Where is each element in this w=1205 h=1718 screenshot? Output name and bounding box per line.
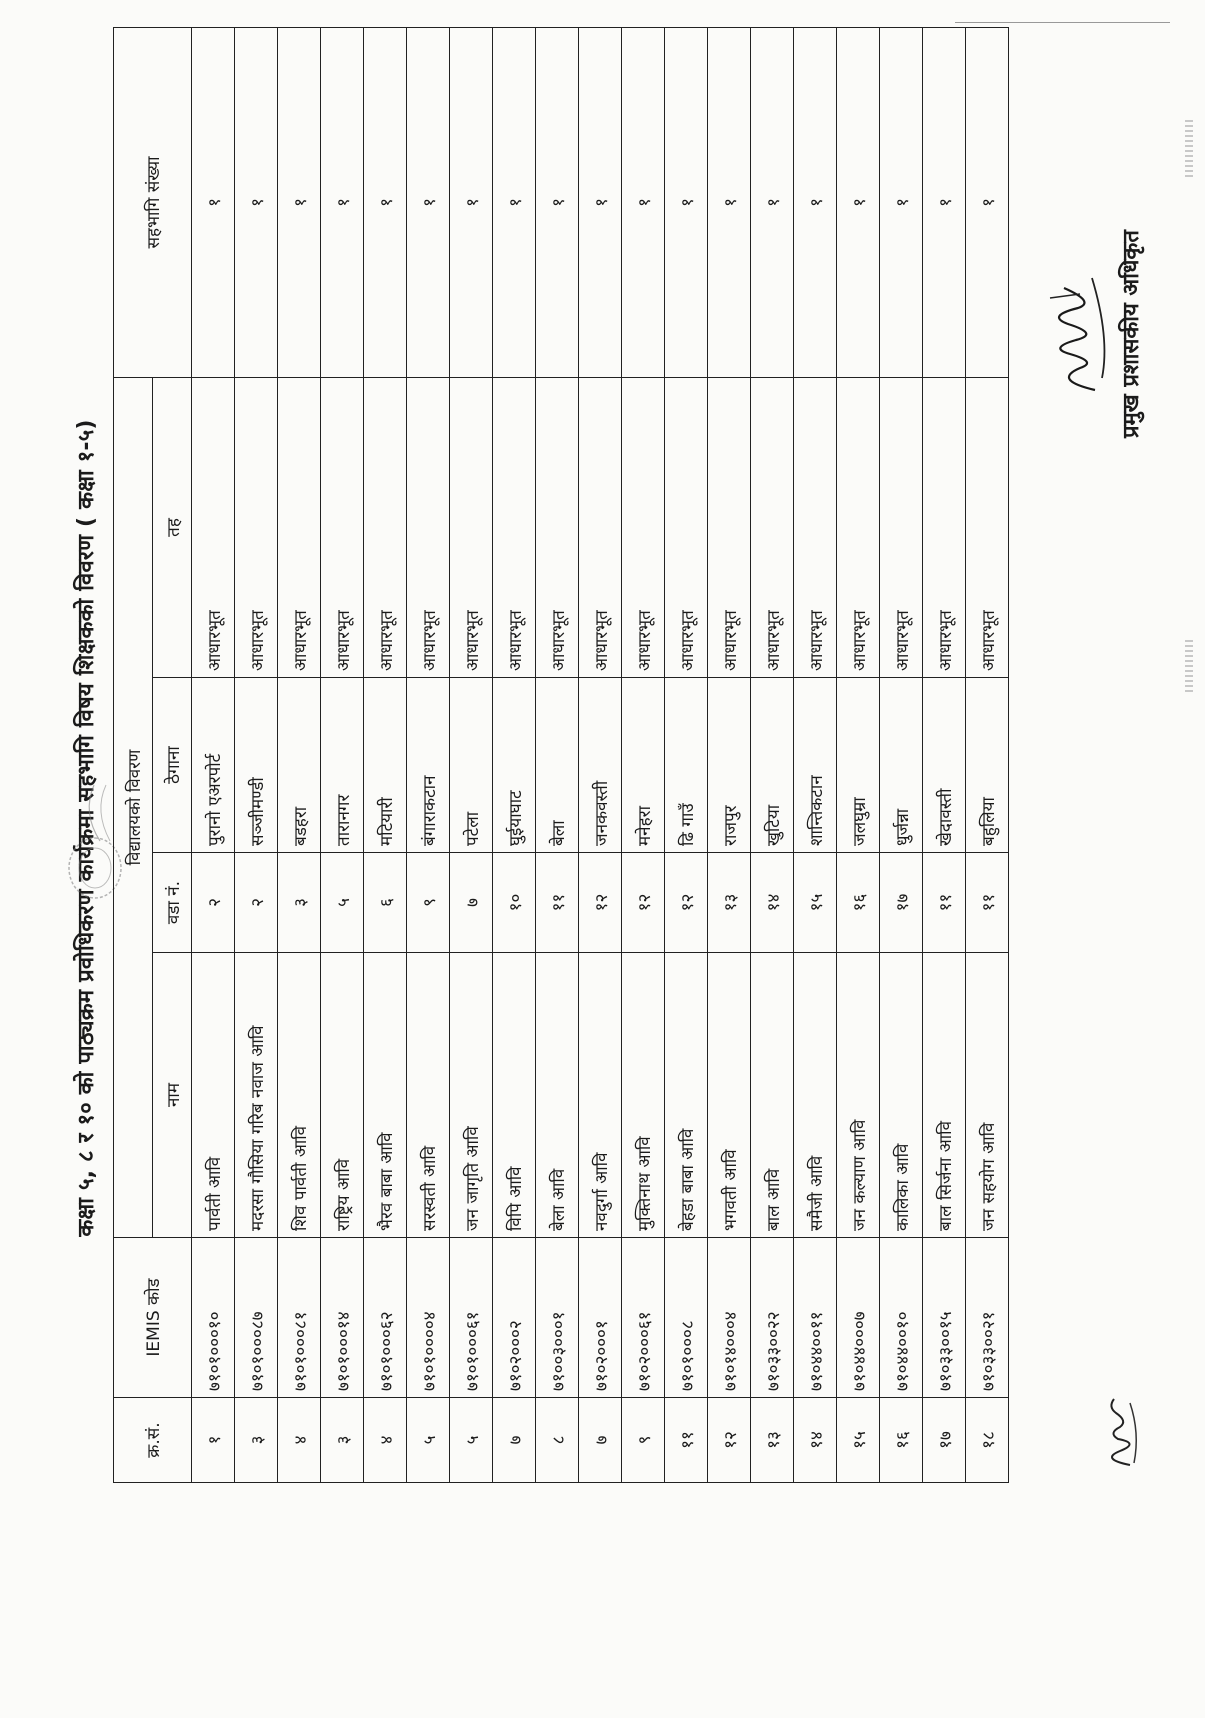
cell-participant-count: १: [493, 27, 536, 377]
cell-level: आधारभूत: [579, 377, 622, 677]
table-row: [923, 27, 966, 1482]
header-ward-number: वडा नं.: [153, 853, 192, 953]
cell-school-name: बेहडा बाबा आवि: [665, 953, 708, 1238]
cell-participant-count: १: [579, 27, 622, 377]
cell-iemis-code: ७१०१०००१४: [321, 1238, 364, 1398]
cell-participant-count: १: [622, 27, 665, 377]
cell-iemis-code: ७१०१०००८१: [278, 1238, 321, 1398]
table-row: [665, 27, 708, 1482]
cell-level: आधारभूत: [450, 377, 493, 677]
cell-ward-number: ११: [923, 853, 966, 953]
handwritten-initial-signature: [1090, 1393, 1145, 1473]
cell-school-name: नवदुर्गा आवि: [579, 953, 622, 1238]
cell-serial-number: १४: [794, 1398, 837, 1483]
cell-participant-count: १: [665, 27, 708, 377]
cell-iemis-code: ७१०२०००१: [579, 1238, 622, 1398]
cell-school-name: जन कल्याण आवि: [837, 953, 880, 1238]
cell-iemis-code: ७१०२०००२: [493, 1238, 536, 1398]
cell-ward-number: ११: [536, 853, 579, 953]
cell-iemis-code: ७१०४४००१०: [880, 1238, 923, 1398]
cell-serial-number: १८: [966, 1398, 1009, 1483]
cell-iemis-code: ७१०४४००११: [794, 1238, 837, 1398]
cell-participant-count: १: [364, 27, 407, 377]
cell-school-name: पार्वती आवि: [192, 953, 235, 1238]
cell-school-name: सरस्वती आवि: [407, 953, 450, 1238]
cell-address: जनकवस्ती: [579, 678, 622, 853]
cell-school-name: शिव पार्वती आवि: [278, 953, 321, 1238]
cell-iemis-code: ७१००३०००१: [536, 1238, 579, 1398]
cell-participant-count: १: [278, 27, 321, 377]
cell-school-name: बाल आवि: [751, 953, 794, 1238]
table-row: [536, 27, 579, 1482]
cell-ward-number: १५: [794, 853, 837, 953]
officer-handwritten-signature: [1040, 268, 1115, 398]
cell-school-name: बेला आवि: [536, 953, 579, 1238]
cell-address: मनेहरा: [622, 678, 665, 853]
cell-ward-number: ९: [407, 853, 450, 953]
cell-level: आधारभूत: [751, 377, 794, 677]
cell-address: बेला: [536, 678, 579, 853]
cell-school-name: जन सहयोग आवि: [966, 953, 1009, 1238]
cell-address: सञ्जीमण्डी: [235, 678, 278, 853]
cell-address: शान्तिकटान: [794, 678, 837, 853]
table-row: [493, 27, 536, 1482]
cell-serial-number: १२: [708, 1398, 751, 1483]
cell-serial-number: ३: [321, 1398, 364, 1483]
cell-address: पटेला: [450, 678, 493, 853]
cell-level: आधारभूत: [192, 377, 235, 677]
cell-serial-number: ४: [364, 1398, 407, 1483]
cell-participant-count: १: [837, 27, 880, 377]
table-row: [364, 27, 407, 1482]
cell-school-name: जन जागृति आवि: [450, 953, 493, 1238]
cell-participant-count: १: [794, 27, 837, 377]
cell-level: आधारभूत: [321, 377, 364, 677]
table-row: [751, 27, 794, 1482]
table-row: [192, 27, 235, 1482]
cell-serial-number: ५: [407, 1398, 450, 1483]
cell-address: खुटिया: [751, 678, 794, 853]
cell-level: आधारभूत: [278, 377, 321, 677]
cell-ward-number: ११: [966, 853, 1009, 953]
cell-ward-number: ७: [450, 853, 493, 953]
cell-serial-number: ७: [493, 1398, 536, 1483]
cell-iemis-code: ७१०१०००१०: [192, 1238, 235, 1398]
cell-school-name: मुक्तिनाथ आवि: [622, 953, 665, 1238]
cell-address: धुर्जन्ना: [880, 678, 923, 853]
header-address: ठेगाना: [153, 678, 192, 853]
officer-designation: प्रमुख प्रशासकीय अधिकृत: [1119, 230, 1144, 438]
table-row: [321, 27, 364, 1482]
cell-school-name: समैजी आवि: [794, 953, 837, 1238]
cell-iemis-code: ७१०३३००२२: [751, 1238, 794, 1398]
cell-serial-number: ११: [665, 1398, 708, 1483]
table-row: [966, 27, 1009, 1482]
cell-address: जलघुम्रा: [837, 678, 880, 853]
cell-participant-count: १: [235, 27, 278, 377]
cell-address: ढि गाउँ: [665, 678, 708, 853]
cell-iemis-code: ७१०१०००६२: [364, 1238, 407, 1398]
cell-iemis-code: ७१०३३००२१: [966, 1238, 1009, 1398]
cell-level: आधारभूत: [880, 377, 923, 677]
table-row: [450, 27, 493, 1482]
cell-serial-number: ९: [622, 1398, 665, 1483]
cell-ward-number: १६: [837, 853, 880, 953]
cell-address: मटियारी: [364, 678, 407, 853]
cell-ward-number: १३: [708, 853, 751, 953]
cell-address: बहुलिया: [966, 678, 1009, 853]
header-participant-count: सहभागि संख्या: [114, 27, 192, 377]
table-row: [708, 27, 751, 1482]
cell-iemis-code: ७१०३३००१५: [923, 1238, 966, 1398]
cell-school-name: मदरसा गौसिया गरिब नवाज आवि: [235, 953, 278, 1238]
cell-school-name: भगवती आवि: [708, 953, 751, 1238]
cell-ward-number: ३: [278, 853, 321, 953]
cell-participant-count: १: [407, 27, 450, 377]
cell-ward-number: २: [235, 853, 278, 953]
cell-ward-number: १०: [493, 853, 536, 953]
cell-iemis-code: ७१०१००००४: [407, 1238, 450, 1398]
cell-serial-number: १५: [837, 1398, 880, 1483]
cell-school-name: कालिका आवि: [880, 953, 923, 1238]
cell-address: पुरानो एअरपोर्ट: [192, 678, 235, 853]
table-row: [837, 27, 880, 1482]
cell-ward-number: १२: [622, 853, 665, 953]
cell-serial-number: ८: [536, 1398, 579, 1483]
cell-level: आधारभूत: [923, 377, 966, 677]
cell-address: खेदावस्ती: [923, 678, 966, 853]
cell-iemis-code: ७१०४४०००७: [837, 1238, 880, 1398]
cell-serial-number: १६: [880, 1398, 923, 1483]
cell-serial-number: ५: [450, 1398, 493, 1483]
header-iemis-code: IEMIS कोड: [114, 1238, 192, 1398]
cell-ward-number: १२: [579, 853, 622, 953]
table-row: [407, 27, 450, 1482]
cell-level: आधारभूत: [235, 377, 278, 677]
cell-level: आधारभूत: [622, 377, 665, 677]
teacher-participation-table: [113, 27, 1009, 1483]
cell-serial-number: १७: [923, 1398, 966, 1483]
cell-address: तारानगर: [321, 678, 364, 853]
cell-ward-number: ५: [321, 853, 364, 953]
cell-ward-number: २: [192, 853, 235, 953]
cell-level: आधारभूत: [536, 377, 579, 677]
cell-address: बडहरा: [278, 678, 321, 853]
cell-serial-number: १: [192, 1398, 235, 1483]
table-row: [622, 27, 665, 1482]
cell-serial-number: ७: [579, 1398, 622, 1483]
header-level: तह: [153, 377, 192, 677]
cell-level: आधारभूत: [708, 377, 751, 677]
cell-participant-count: १: [880, 27, 923, 377]
cell-address: बंगाराकटान: [407, 678, 450, 853]
cell-participant-count: १: [321, 27, 364, 377]
cell-serial-number: ४: [278, 1398, 321, 1483]
cell-iemis-code: ७१०२०००६१: [622, 1238, 665, 1398]
cell-level: आधारभूत: [837, 377, 880, 677]
cell-iemis-code: ७१०१०००८७: [235, 1238, 278, 1398]
table-row: [579, 27, 622, 1482]
table-body: [192, 27, 1009, 1482]
cell-ward-number: १२: [665, 853, 708, 953]
header-school-name: नाम: [153, 953, 192, 1238]
cell-level: आधारभूत: [407, 377, 450, 677]
cell-participant-count: १: [751, 27, 794, 377]
cell-school-name: राष्ट्रिय आवि: [321, 953, 364, 1238]
cell-level: आधारभूत: [665, 377, 708, 677]
cell-address: घुईयाघाट: [493, 678, 536, 853]
table-row: [235, 27, 278, 1482]
cell-ward-number: १७: [880, 853, 923, 953]
cell-iemis-code: ७१०१०००६१: [450, 1238, 493, 1398]
cell-serial-number: ३: [235, 1398, 278, 1483]
cell-level: आधारभूत: [966, 377, 1009, 677]
table-header-row-group: [114, 27, 153, 1482]
cell-iemis-code: ७१०१४०००४: [708, 1238, 751, 1398]
cell-ward-number: ६: [364, 853, 407, 953]
cell-school-name: भैरव बाबा आवि: [364, 953, 407, 1238]
table-row: [278, 27, 321, 1482]
table-row: [794, 27, 837, 1482]
cell-participant-count: १: [536, 27, 579, 377]
cell-level: आधारभूत: [364, 377, 407, 677]
cell-participant-count: १: [450, 27, 493, 377]
cell-participant-count: १: [708, 27, 751, 377]
cell-level: आधारभूत: [794, 377, 837, 677]
cell-iemis-code: ७१०१०००८: [665, 1238, 708, 1398]
cell-ward-number: १४: [751, 853, 794, 953]
cell-serial-number: १३: [751, 1398, 794, 1483]
document-title: कक्षा ५, ८ र १० को पाठ्यक्रम प्रवोधिकरण कार्यक्रमा सहभागि विषय शिक्षकको विवरण ( कक्षा १-५): [74, 419, 99, 1237]
table-row: [880, 27, 923, 1482]
cell-address: राजपुर: [708, 678, 751, 853]
cell-school-name: विपि आवि: [493, 953, 536, 1238]
cell-school-name: बाल सिर्जना आवि: [923, 953, 966, 1238]
header-serial-number: क्र.सं.: [114, 1398, 192, 1483]
cell-participant-count: १: [192, 27, 235, 377]
header-school-details: विद्यालयको विवरण: [114, 377, 153, 1237]
cell-participant-count: १: [923, 27, 966, 377]
cell-participant-count: १: [966, 27, 1009, 377]
cell-level: आधारभूत: [493, 377, 536, 677]
